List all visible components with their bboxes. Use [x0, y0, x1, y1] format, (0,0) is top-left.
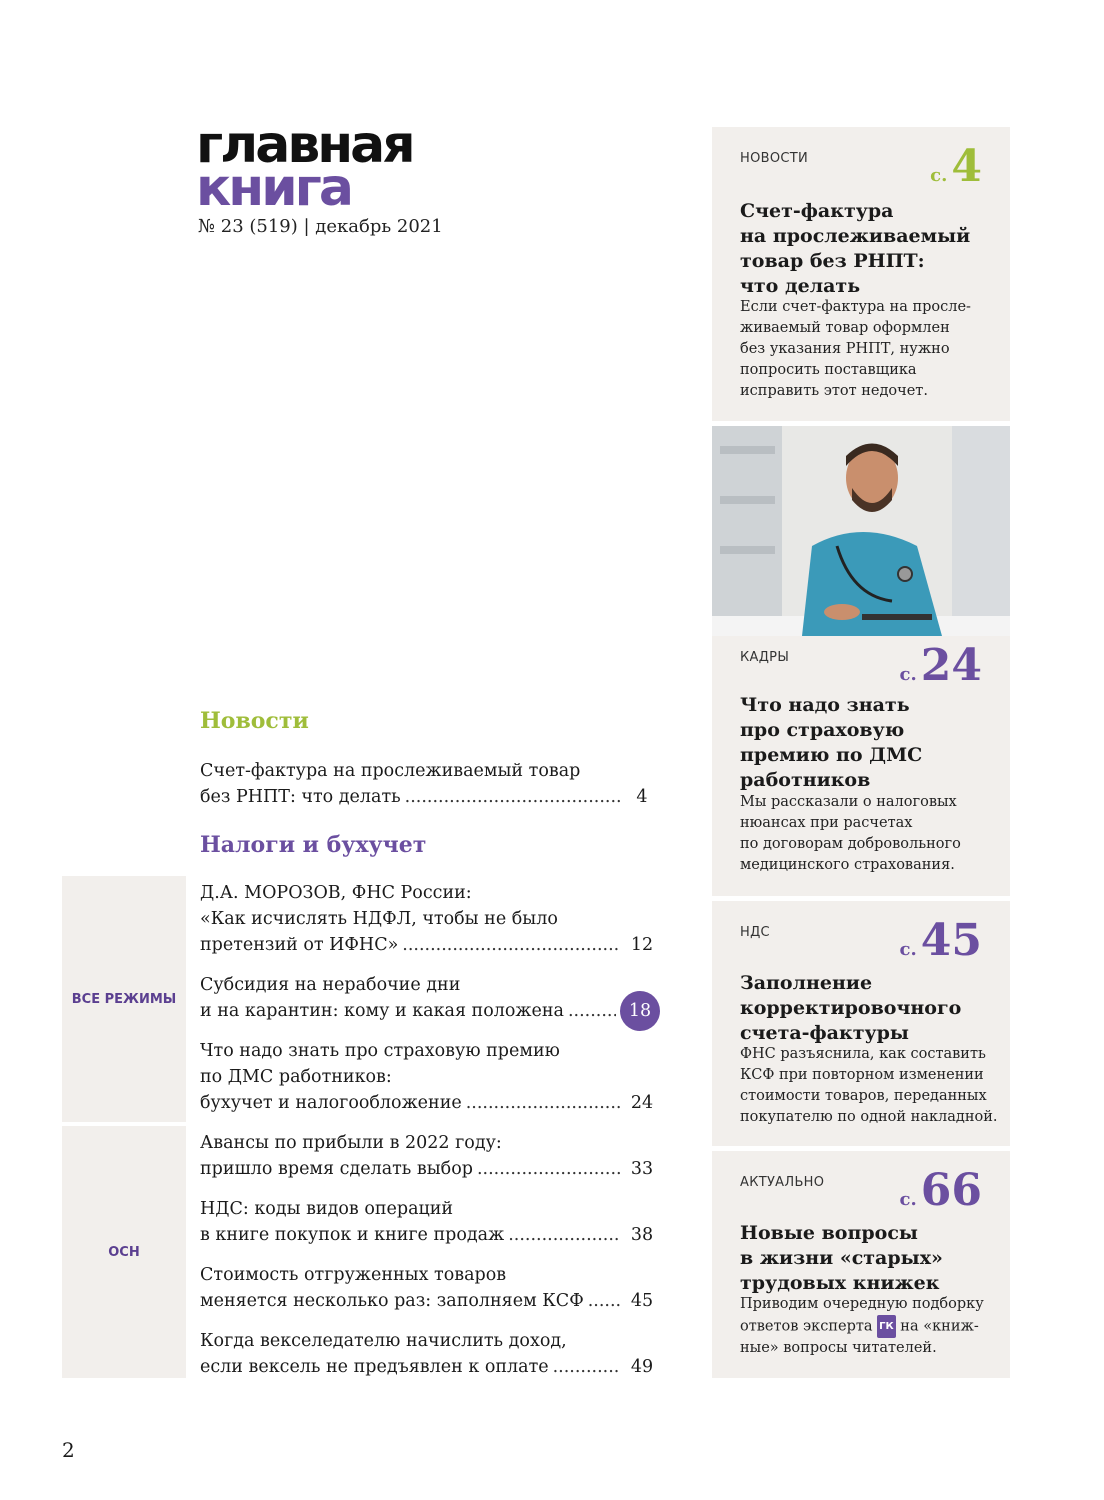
sidebar-card-hr[interactable]	[712, 636, 1010, 896]
card-description: Мы рассказали о налоговых нюансах при расчетах по договорам добровольного медицинского страхования.	[740, 794, 961, 873]
mode-label-osn	[62, 1126, 186, 1378]
toc-entry-line: Авансы по прибыли в 2022 году:	[200, 1133, 502, 1153]
sidebar-card-vat[interactable]	[712, 901, 1010, 1146]
toc-entry-tax-3[interactable]	[200, 1038, 660, 1116]
card-rubric: НДС	[740, 925, 770, 940]
sidebar-card-news[interactable]	[712, 127, 1010, 421]
toc-page-number: 49	[630, 1357, 654, 1377]
card-description: Если счет-фактура на просле- живаемый товар оформлен без указания РНПТ, нужно попросить поставщика исправить этот недочет.	[740, 299, 971, 399]
gk-logo-icon: ГК	[877, 1315, 896, 1338]
card-headline: Что надо знать про страховую премию по ДМС работников	[740, 694, 923, 791]
toc-page-number: 24	[630, 1093, 654, 1113]
logo-line-1: главная	[196, 115, 413, 175]
mode-label-all-text: ВСЕ РЕЖИМЫ	[71, 991, 177, 1007]
toc-entry-line: пришло время сделать выбор	[200, 1159, 473, 1179]
page-number: 2	[62, 1438, 75, 1462]
toc-page-number: 38	[630, 1225, 654, 1245]
card-rubric: АКТУАЛЬНО	[740, 1175, 825, 1190]
section-title-news: Новости	[200, 708, 309, 734]
section-title-taxes: Налоги и бухучет	[200, 832, 427, 858]
toc-entry-line: без РНПТ: что делать	[200, 787, 401, 807]
toc-entry-line: бухучет и налогообложение	[200, 1093, 462, 1113]
card-page-ref: с.4	[930, 141, 982, 192]
card-headline: Новые вопросы в жизни «старых» трудовых книжек	[740, 1222, 943, 1294]
issue-info: № 23 (519) | декабрь 2021	[198, 216, 443, 237]
toc-page-number: 12	[630, 935, 654, 955]
card-headline: Заполнение корректировочного счета-фактуры	[740, 972, 962, 1044]
toc-page-number-highlighted: 18	[620, 991, 660, 1031]
toc-entry-line: меняется несколько раз: заполняем КСФ	[200, 1291, 584, 1311]
magazine-logo	[196, 115, 456, 218]
toc-entry-line: «Как исчислять НДФЛ, чтобы не было	[200, 909, 558, 929]
toc-entry-line: если вексель не предъявлен к оплате	[200, 1357, 549, 1377]
card-description: ФНС разъяснила, как составить КСФ при повторном изменении стоимости товаров, переданных покупателю по одной накладной.	[740, 1046, 998, 1125]
card-description: Приводим очередную подборку ответов эксперта ГК на «книж- ные» вопросы читателей.	[740, 1296, 984, 1356]
toc-page-number: 45	[630, 1291, 654, 1311]
toc-page-number: 33	[630, 1159, 654, 1179]
toc-entry-line: Стоимость отгруженных товаров	[200, 1265, 507, 1285]
card-headline: Счет-фактура на прослеживаемый товар без РНПТ: что делать	[740, 200, 971, 297]
toc-entry-tax-7[interactable]	[200, 1328, 660, 1380]
toc-page-number: 4	[636, 787, 648, 807]
card-rubric: КАДРЫ	[740, 650, 790, 665]
toc-entry-line: Д.А. МОРОЗОВ, ФНС России:	[200, 883, 472, 903]
toc-entry-line: Субсидия на нерабочие дни	[200, 975, 461, 995]
toc-entry-tax-2[interactable]	[200, 972, 660, 1031]
mode-label-all	[62, 876, 186, 1122]
toc-entry-tax-6[interactable]	[200, 1262, 660, 1314]
sidebar-card-topical[interactable]	[712, 1151, 1010, 1378]
mode-label-osn-text: ОСН	[108, 1244, 140, 1260]
toc-entry-line: в книге покупок и книге продаж	[200, 1225, 505, 1245]
toc-entry-tax-5[interactable]	[200, 1196, 660, 1248]
card-page-ref: с.66	[899, 1165, 982, 1216]
card-page-ref: с.24	[899, 640, 982, 691]
toc-entry-line: Когда векселедателю начислить доход,	[200, 1331, 567, 1351]
logo-line-2: книга	[196, 157, 351, 218]
toc-entry-line: по ДМС работников:	[200, 1067, 392, 1087]
doctor-photo	[712, 426, 1010, 636]
toc-entry-line: НДС: коды видов операций	[200, 1199, 454, 1219]
toc-entry-line: Счет-фактура на прослеживаемый товар	[200, 761, 581, 781]
card-page-ref: с.45	[899, 915, 982, 966]
toc-entry-tax-1[interactable]	[200, 880, 660, 958]
doctor-illustration	[712, 426, 1010, 636]
toc-entry-line: претензий от ИФНС»	[200, 935, 399, 955]
toc-entry-tax-4[interactable]	[200, 1130, 660, 1182]
toc-entry-line: Что надо знать про страховую премию	[200, 1041, 560, 1061]
toc-entry-news-1[interactable]	[200, 758, 660, 810]
card-rubric: НОВОСТИ	[740, 151, 809, 166]
toc-entry-line: и на карантин: кому и какая положена	[200, 1001, 564, 1021]
